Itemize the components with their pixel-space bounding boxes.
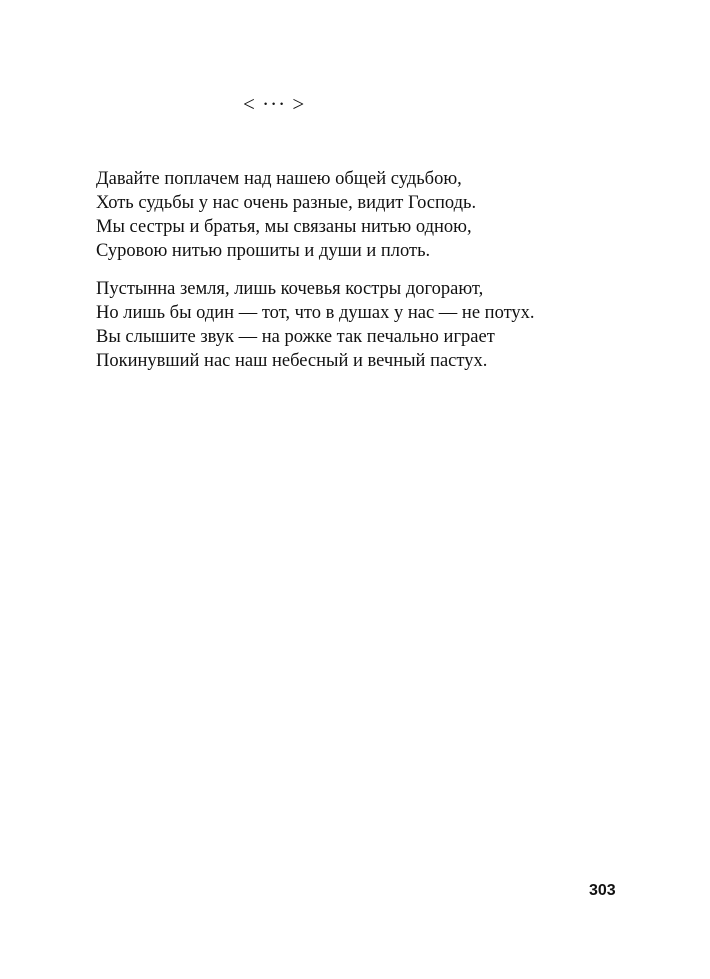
stanza-1 [96, 167, 656, 263]
stanza-2 [96, 277, 656, 373]
poem-line: Хоть судьбы у нас очень разные, видит Господь. [96, 193, 477, 213]
poem-line: Пустынна земля, лишь кочевья костры догорают, [96, 279, 484, 299]
poem-heading: < ··· > [243, 92, 306, 116]
poem-line: Давайте поплачем над нашею общей судьбою, [96, 169, 462, 189]
page-number: 303 [589, 882, 616, 899]
poem-line: Вы слышите звук — на рожке так печально играет [96, 327, 495, 347]
poem-line: Мы сестры и братья, мы связаны нитью одною, [96, 217, 472, 237]
poem-line: Но лишь бы один — тот, что в душах у нас — не потух. [96, 303, 535, 323]
poem-line: Покинувший нас наш небесный и вечный пастух. [96, 351, 488, 371]
poem-line: Суровою нитью прошиты и души и плоть. [96, 241, 431, 261]
